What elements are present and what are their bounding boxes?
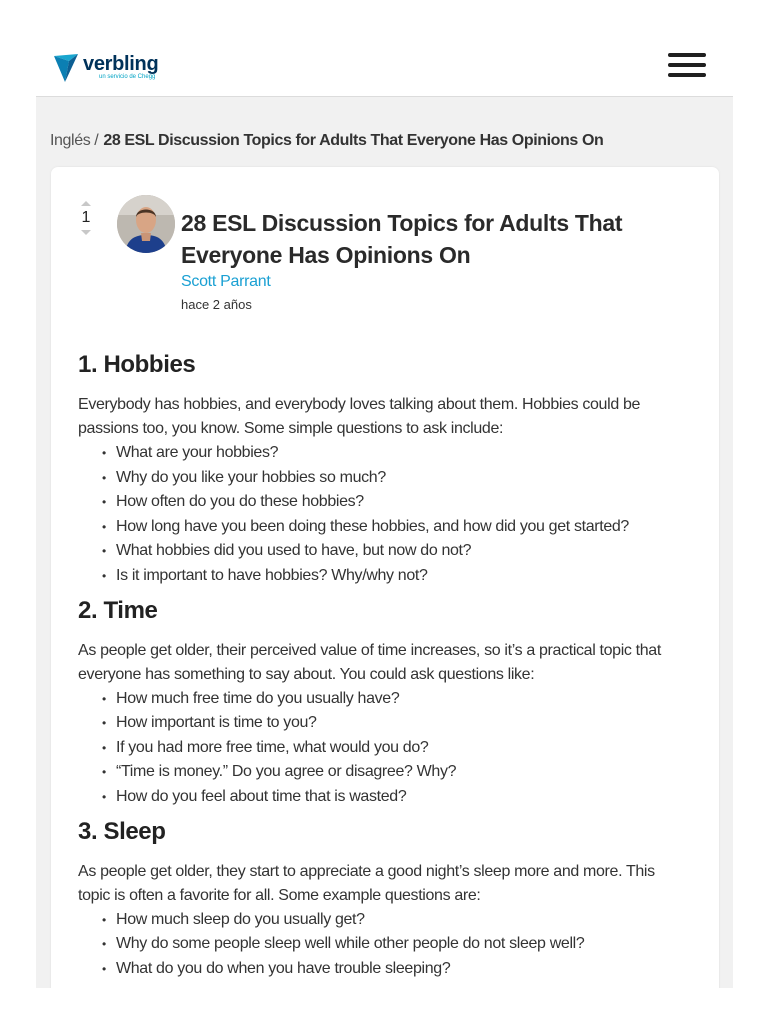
list-item: • “Time is money.” Do you agree or disagree? Why? (116, 760, 688, 785)
upvote-arrow-icon[interactable] (81, 201, 91, 206)
section-intro: Everybody has hobbies, and everybody loves talking about them. Hobbies could be passions too, you know. Some simple questions to ask include: (78, 396, 641, 437)
vote-widget (78, 201, 94, 235)
post-date: hace 2 años (181, 297, 252, 312)
section-intro: As people get older, they start to appreciate a good night’s sleep more and more. This topic is often a favorite for all. Some example questions are: (78, 862, 655, 904)
question-list (78, 687, 688, 810)
breadcrumb-link-ingles[interactable]: Inglés (50, 132, 91, 149)
section-heading: 2. Time (78, 596, 158, 624)
question-list (78, 908, 688, 982)
list-item: • How important is time to you? (116, 711, 688, 736)
top-navigation-bar (36, 40, 733, 97)
list-item: • How often do you do these hobbies? (116, 490, 688, 515)
logo-subtext: un servicio de Chegg (99, 74, 156, 80)
author-avatar[interactable] (117, 195, 175, 253)
list-item: • What are your hobbies? (116, 441, 688, 466)
section-heading: 1. Hobbies (78, 351, 196, 378)
page-viewport (36, 40, 733, 988)
list-item: • How long have you been doing these hobbies, and how did you get started? (116, 515, 688, 540)
hamburger-menu-icon[interactable] (667, 53, 707, 81)
verbling-logo[interactable] (53, 52, 159, 84)
list-item: • How do you feel about time that is wasted? (116, 785, 688, 810)
section-hobbies (78, 347, 688, 589)
list-item: • What hobbies did you used to have, but now do not? (116, 539, 688, 564)
list-item: • Is it important to have hobbies? Why/why not? (116, 564, 688, 589)
section-heading: 3. Sleep (78, 817, 166, 845)
vote-count: 1 (81, 209, 91, 226)
list-item: • Why do some people sleep well while other people do not sleep well? (116, 932, 688, 957)
list-item: • How much free time do you usually have? (116, 687, 688, 712)
list-item: • How much sleep do you usually get? (116, 908, 688, 933)
breadcrumb-separator: / (94, 132, 99, 149)
logo-text: verbling (83, 53, 159, 75)
list-item: • What do you do when you have trouble sleeping? (116, 957, 688, 982)
list-item: • Why do you like your hobbies so much? (116, 466, 688, 491)
question-list (78, 441, 688, 589)
section-sleep (78, 814, 688, 982)
section-time (78, 593, 688, 810)
breadcrumb (50, 132, 603, 150)
post-card (51, 167, 719, 988)
post-body (78, 347, 688, 981)
section-intro: As people get older, their perceived value of time increases, so it’s a practical topic that everyone has something to say about. You could ask questions like: (78, 641, 661, 683)
post-title: 28 ESL Discussion Topics for Adults That Everyone Has Opinions On (181, 210, 623, 268)
verbling-logo-icon (53, 53, 79, 83)
breadcrumb-current: 28 ESL Discussion Topics for Adults That Everyone Has Opinions On (103, 132, 604, 149)
author-avatar-image (117, 195, 175, 253)
list-item: • If you had more free time, what would you do? (116, 736, 688, 761)
downvote-arrow-icon[interactable] (81, 230, 91, 235)
author-link[interactable]: Scott Parrant (181, 273, 271, 290)
